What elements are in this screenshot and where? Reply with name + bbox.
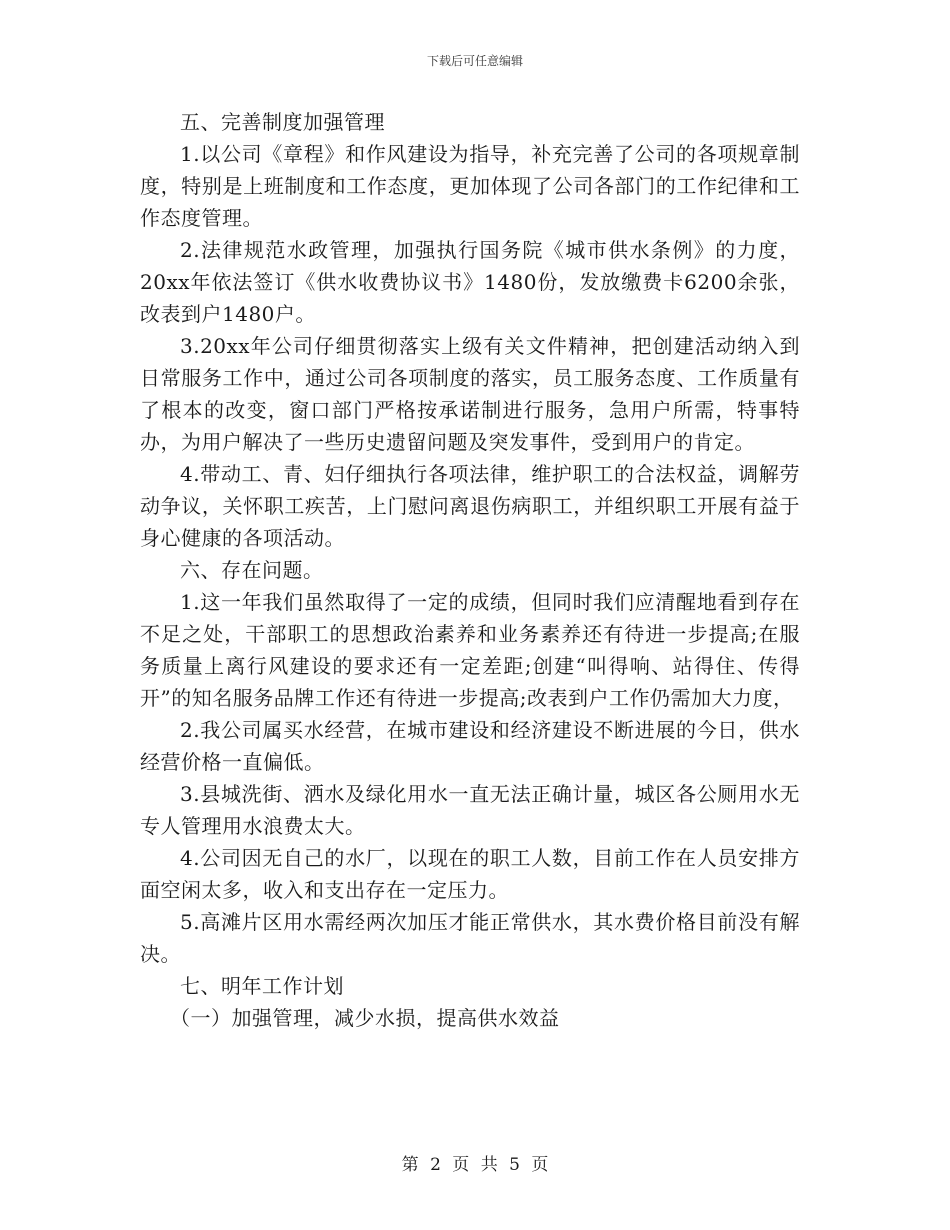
- document-body: [140, 106, 800, 1034]
- paragraph-5-3: 3.20xx年公司仔细贯彻落实上级有关文件精神，把创建活动纳入到日常服务工作中，通过公司各项制度的落实，员工服务态度、工作质量有了根本的改变，窗口部门严格按承诺制进行服务，急用户所需，特事特办，为用户解决了一些历史遗留问题及突发事件，受到用户的肯定。: [140, 334, 800, 454]
- paragraph-6-1: 1.这一年我们虽然取得了一定的成绩，但同时我们应清醒地看到存在不足之处，干部职工的思想政治素养和业务素养还有待进一步提高;在服务质量上离行风建设的要求还有一定差距;创建“叫得响、站得住、传得开”的知名服务品牌工作还有待进一步提高;改表到户工作仍需加大力度，: [140, 590, 800, 710]
- paragraph-5-4: 4.带动工、青、妇仔细执行各项法律，维护职工的合法权益，调解劳动争议，关怀职工疾苦，上门慰问离退伤病职工，并组织职工开展有益于身心健康的各项活动。: [140, 462, 800, 550]
- paragraph-6-3: 3.县城洗街、洒水及绿化用水一直无法正确计量，城区各公厕用水无专人管理用水浪费太大。: [140, 782, 800, 838]
- page-header-note: 下载后可任意编辑: [426, 54, 523, 68]
- paragraph-6-4: 4.公司因无自己的水厂，以现在的职工人数，目前工作在人员安排方面空闲太多，收入和支出存在一定压力。: [140, 846, 800, 902]
- page-number-footer: 第 2 页 共 5 页: [401, 1155, 549, 1175]
- section-heading-6: 六、存在问题。: [180, 558, 324, 582]
- section-heading-5: 五、完善制度加强管理: [180, 110, 385, 134]
- sub-heading-7-1: （一）加强管理，减少水损，提高供水效益: [170, 1006, 560, 1030]
- paragraph-6-2: 2.我公司属买水经营，在城市建设和经济建设不断进展的今日，供水经营价格一直偏低。: [140, 718, 800, 774]
- paragraph-5-1: 1.以公司《章程》和作风建设为指导，补充完善了公司的各项规章制度，特别是上班制度和工作态度，更加体现了公司各部门的工作纪律和工作态度管理。: [140, 142, 800, 230]
- section-heading-7: 七、明年工作计划: [180, 974, 344, 998]
- paragraph-5-2: 2.法律规范水政管理，加强执行国务院《城市供水条例》的力度，20xx年依法签订《供水收费协议书》1480份，发放缴费卡6200余张，改表到户1480户。: [140, 238, 800, 326]
- paragraph-6-5: 5.高滩片区用水需经两次加压才能正常供水，其水费价格目前没有解决。: [140, 910, 800, 966]
